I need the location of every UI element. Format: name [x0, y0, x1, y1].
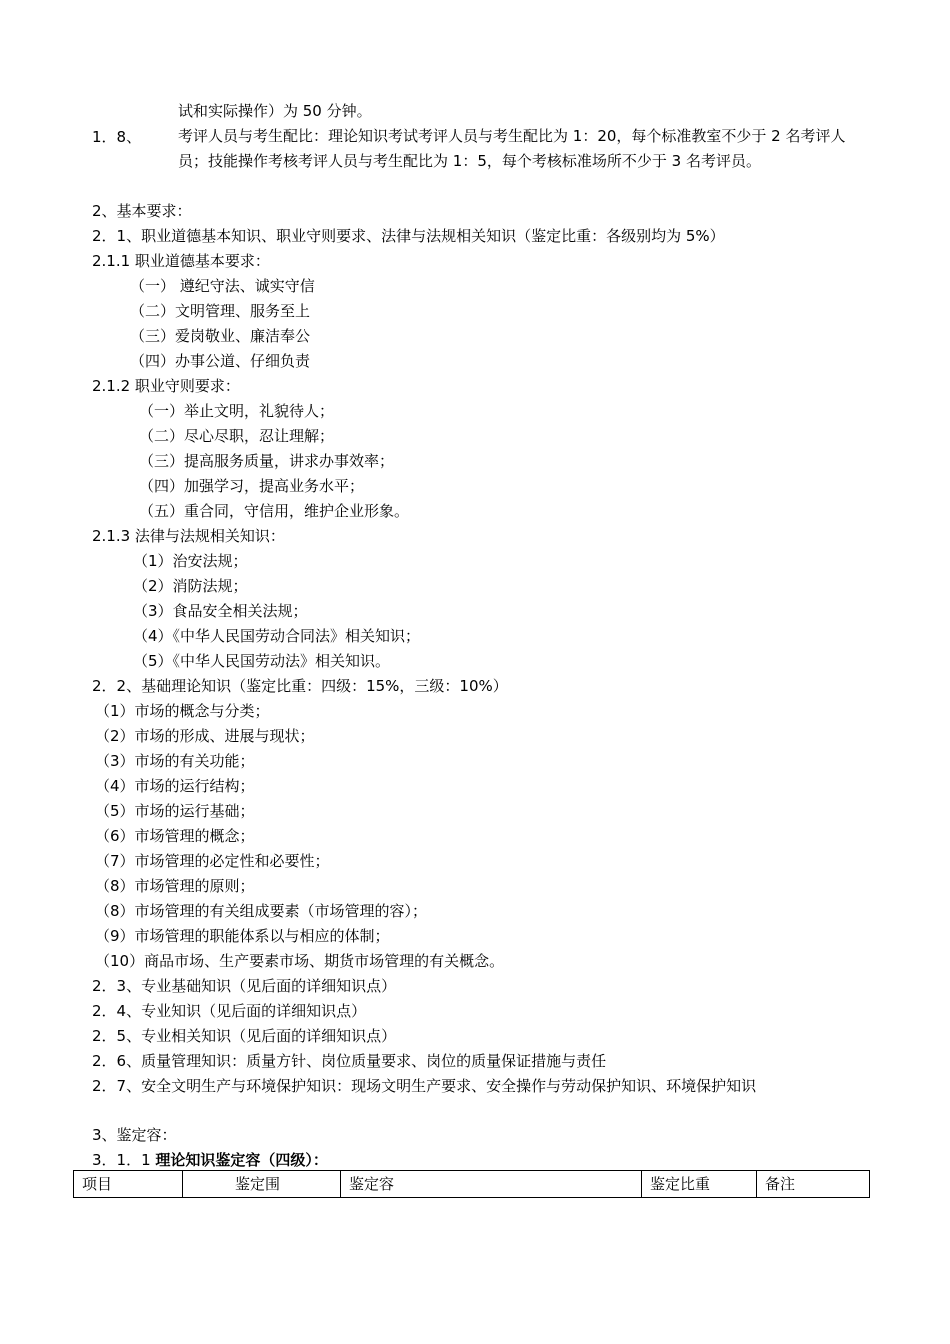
section-2-1-heading: 2．1、职业道德基本知识、职业守则要求、法律与法规相关知识（鉴定比重：各级别均为 5%）: [92, 227, 725, 245]
list-item: （4）市场的运行结构；: [95, 777, 255, 795]
list-item: （7）市场管理的必定性和必要性；: [95, 852, 330, 870]
list-item: （2）市场的形成、进展与现状；: [95, 727, 315, 745]
section-3-title: 3、鉴定容：: [92, 1126, 177, 1144]
table-header-cell: 鉴定容: [341, 1171, 642, 1198]
section-2-1-2-heading: 2.1.2 职业守则要求：: [92, 377, 240, 395]
section-3-1-1-number: 3．1．1: [92, 1151, 156, 1169]
list-item: （8）市场管理的原则；: [95, 877, 255, 895]
list-item: （1）治安法规；: [133, 552, 248, 570]
table-header-cell: 备注: [757, 1171, 870, 1198]
list-item: （一） 遵纪守法、诚实守信: [130, 277, 315, 295]
section-3-1-1-heading: [92, 1150, 328, 1170]
list-item: （二）尽心尽职，忍让理解；: [139, 427, 335, 445]
list-item: （三）爱岗敬业、廉洁奉公: [130, 327, 311, 345]
table-header-cell: 项目: [74, 1171, 183, 1198]
section-3-1-1-title: 理论知识鉴定容（四级）：: [155, 1151, 328, 1169]
list-item: （2）消防法规；: [133, 577, 248, 595]
list-item: （三）提高服务质量，讲求办事效率；: [139, 452, 395, 470]
list-item: （五）重合同，守信用，维护企业形象。: [139, 502, 410, 520]
section-2-4-heading: 2．4、专业知识（见后面的详细知识点）: [92, 1002, 367, 1020]
list-item: （10）商品市场、生产要素市场、期货市场管理的有关概念。: [95, 952, 505, 970]
section-2-1-1-heading: 2.1.1 职业道德基本要求：: [92, 252, 270, 270]
list-item: （9）市场管理的职能体系以与相应的体制；: [95, 927, 390, 945]
table-header-cell: 鉴定比重: [642, 1171, 757, 1198]
list-item: （1）市场的概念与分类；: [95, 702, 270, 720]
table-header-row: [74, 1171, 870, 1198]
section-2-2-heading: 2．2、基础理论知识（鉴定比重：四级：15%，三级：10%）: [92, 677, 508, 695]
list-item: （一）举止文明，礼貌待人；: [139, 402, 335, 420]
list-item: （6）市场管理的概念；: [95, 827, 255, 845]
item-1-8-number: 1．8、: [92, 128, 142, 146]
list-item: （5）市场的运行基础；: [95, 802, 255, 820]
section-2-7-heading: 2．7、安全文明生产与环境保护知识：现场文明生产要求、安全操作与劳动保护知识、环境保护知识: [92, 1077, 757, 1095]
list-item: （3）食品安全相关法规；: [133, 602, 308, 620]
section-2-3-heading: 2．3、专业基础知识（见后面的详细知识点）: [92, 977, 397, 995]
list-item: （四）加强学习，提高业务水平；: [139, 477, 365, 495]
appraisal-table: [73, 1170, 870, 1198]
list-item: （4）《中华人民国劳动合同法》相关知识；: [133, 627, 421, 645]
list-item: （四）办事公道、仔细负责: [130, 352, 311, 370]
section-2-1-3-heading: 2.1.3 法律与法规相关知识：: [92, 527, 285, 545]
section-2-6-heading: 2．6、质量管理知识：质量方针、岗位质量要求、岗位的质量保证措施与责任: [92, 1052, 607, 1070]
list-item: （8）市场管理的有关组成要素（市场管理的容）；: [95, 902, 428, 920]
item-1-8-text: 考评人员与考生配比：理论知识考试考评人员与考生配比为 1：20，每个标准教室不少于 2 名考评人员；技能操作考核考评人员与考生配比为 1：5，每个考核标准场所不少于 3 名考评员。: [178, 127, 846, 170]
list-item: （二）文明管理、服务至上: [130, 302, 311, 320]
section-2-title: 2、基本要求：: [92, 202, 192, 220]
section-2-5-heading: 2．5、专业相关知识（见后面的详细知识点）: [92, 1027, 397, 1045]
continued-line: 试和实际操作）为 50 分钟。: [178, 102, 372, 120]
list-item: （5）《中华人民国劳动法》相关知识。: [133, 652, 391, 670]
list-item: （3）市场的有关功能；: [95, 752, 255, 770]
table-header-cell: 鉴定围: [183, 1171, 341, 1198]
